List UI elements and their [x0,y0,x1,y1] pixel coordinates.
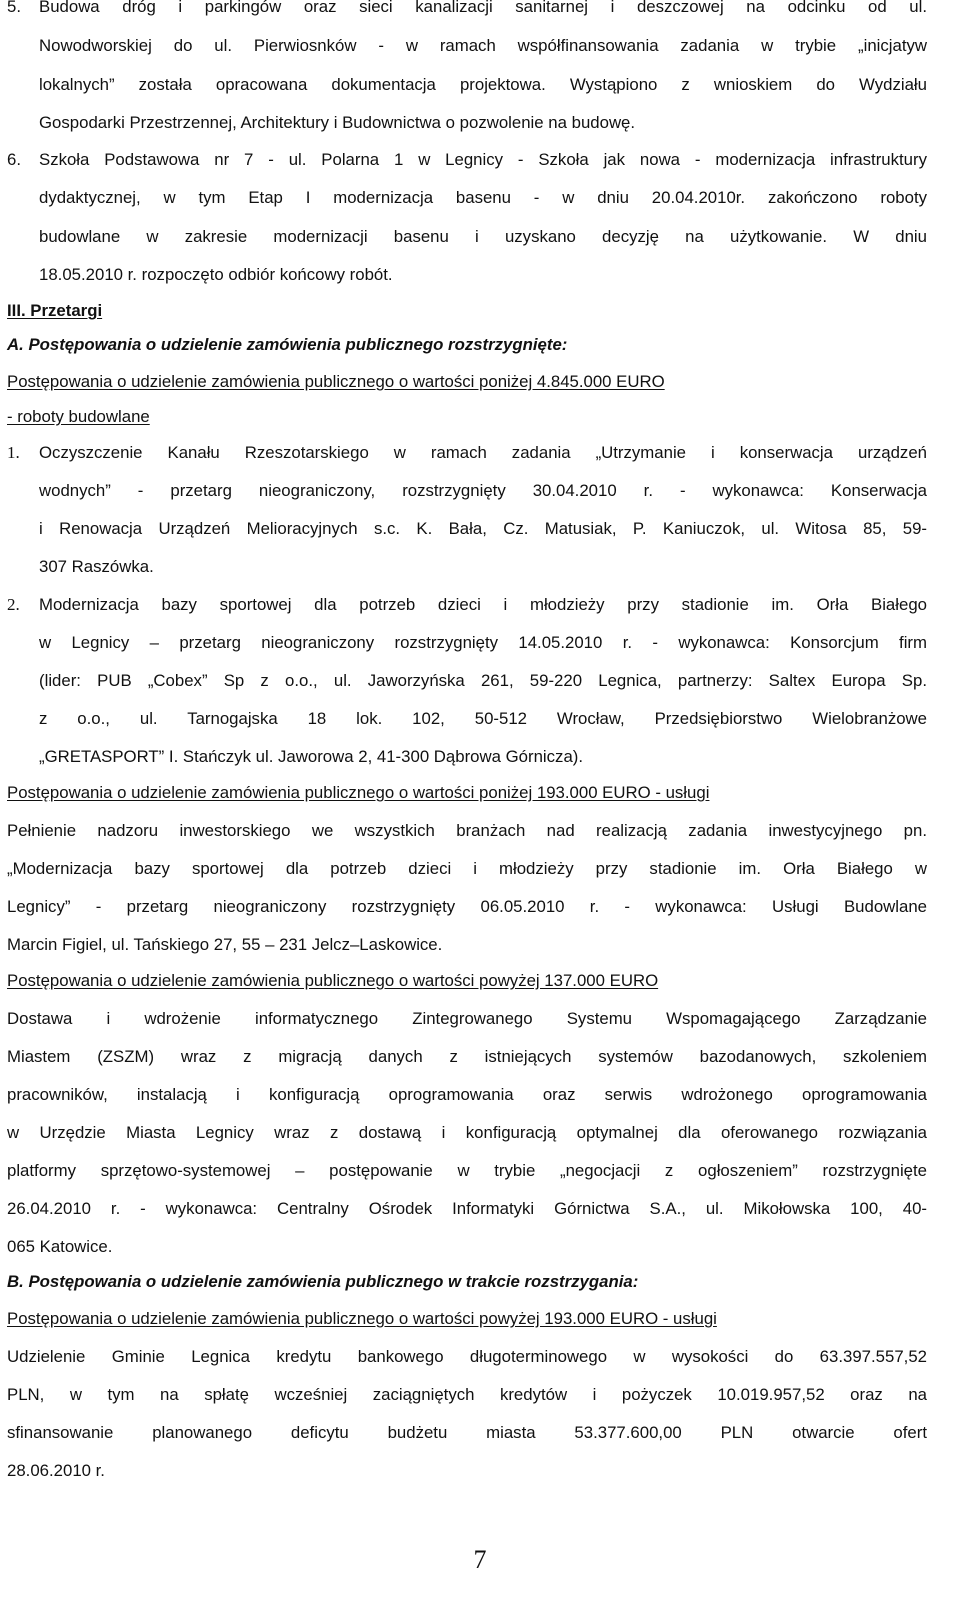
paragraph-line: Dostawa i wdrożenie informatycznego Zintegrowanego Systemu Wspomagającego Zarządzanie [7,1009,927,1028]
entry-1-line: wodnych” - przetarg nieograniczony, rozstrzygnięty 30.04.2010 r. - wykonawca: Konserwacja [39,481,927,500]
subsection-heading: Postępowania o udzielenie zamówienia publicznego o wartości powyżej 193.000 EURO - usługi [7,1309,717,1328]
entry-2-line: Modernizacja bazy sportowej dla potrzeb dzieci i młodzieży przy stadionie im. Orła Białego [39,595,927,614]
paragraph-line: Pełnienie nadzoru inwestorskiego we wszystkich branżach nad realizacją zadania inwestycyjnego pn. [7,821,927,840]
entry-1-line: 307 Raszówka. [39,557,154,576]
paragraph-line: „Modernizacja bazy sportowej dla potrzeb dzieci i młodzieży przy stadionie im. Orła Białego w [7,859,927,878]
item-5-line: lokalnych” została opracowana dokumentacja projektowa. Wystąpiono z wnioskiem do Wydziału [39,75,927,94]
subsection-heading: Postępowania o udzielenie zamówienia publicznego o wartości poniżej 4.845.000 EURO [7,372,665,391]
entry-1-line: Oczyszczenie Kanału Rzeszotarskiego w ramach zadania „Utrzymanie i konserwacja urządzeń [39,443,927,462]
entry-2-line: (lider: PUB „Cobex” Sp z o.o., ul. Jaworzyńska 261, 59-220 Legnica, partnerzy: Saltex Europa Sp. [39,671,927,690]
entry-number: 2. [7,595,20,614]
paragraph-line: Legnicy” - przetarg nieograniczony rozstrzygnięty 06.05.2010 r. - wykonawca: Usługi Budowlane [7,897,927,916]
subsection-heading-cont: - roboty budowlane [7,407,150,426]
item-6-line: dydaktycznej, w tym Etap I modernizacja basenu - w dniu 20.04.2010r. zakończono roboty [39,188,927,207]
section-a-heading: A. Postępowania o udzielenie zamówienia publicznego rozstrzygnięte: [7,335,568,354]
paragraph-line: platformy sprzętowo-systemowej – postępowanie w trybie „negocjacji z ogłoszeniem” rozstrzygnięte [7,1161,927,1180]
entry-2-line: „GRETASPORT” I. Stańczyk ul. Jaworowa 2, 41-300 Dąbrowa Górnicza). [39,747,584,766]
item-6-line: budowlane w zakresie modernizacji basenu i uzyskano decyzję na użytkowanie. W dniu [39,227,927,246]
paragraph-line: Miastem (ZSZM) wraz z migracją danych z istniejących systemów bazodanowych, szkoleniem [7,1047,927,1066]
paragraph-line: w Urzędzie Miasta Legnicy wraz z dostawą i konfiguracją optymalnej dla oferowanego rozwiązania [7,1123,927,1142]
paragraph-line: sfinansowanie planowanego deficytu budżetu miasta 53.377.600,00 PLN otwarcie ofert [7,1423,927,1442]
item-6-line: Szkoła Podstawowa nr 7 - ul. Polarna 1 w Legnicy - Szkoła jak nowa - modernizacja infrastruktury [39,150,927,169]
item-5-line: Gospodarki Przestrzennej, Architektury i Budownictwa o pozwolenie na budowę. [39,113,636,132]
entry-2-line: w Legnicy – przetarg nieograniczony rozstrzygnięty 14.05.2010 r. - wykonawca: Konsorcjum firm [39,633,927,652]
item-number: 5. [7,0,21,16]
paragraph-line: 28.06.2010 r. [7,1461,105,1480]
paragraph-line: Udzielenie Gminie Legnica kredytu bankowego długoterminowego w wysokości do 63.397.557,52 [7,1347,927,1366]
entry-2-line: z o.o., ul. Tarnogajska 18 lok. 102, 50-512 Wrocław, Przedsiębiorstwo Wielobranżowe [39,709,927,728]
entry-number: 1. [7,443,20,462]
paragraph-line: pracowników, instalacją i konfiguracją oprogramowania oraz serwis wdrożonego oprogramowania [7,1085,927,1104]
paragraph-line: 065 Katowice. [7,1237,113,1256]
item-5-line: Budowa dróg i parkingów oraz sieci kanalizacji sanitarnej i deszczowej na odcinku od ul. [39,0,927,16]
paragraph-line: 26.04.2010 r. - wykonawca: Centralny Ośrodek Informatyki Górnictwa S.A., ul. Mikołowska 100, 40- [7,1199,927,1218]
paragraph-line: PLN, w tym na spłatę wcześniej zaciągniętych kredytów i pożyczek 10.019.957,52 oraz na [7,1385,927,1404]
page-number: 7 [473,1545,487,1574]
paragraph-line: Marcin Figiel, ul. Tańskiego 27, 55 – 231 Jelcz–Laskowice. [7,935,443,954]
entry-1-line: i Renowacja Urządzeń Melioracyjnych s.c. K. Bała, Cz. Matusiak, P. Kaniuczok, ul. Witosa 85, 59- [39,519,927,538]
section-heading: III. Przetargi [7,301,103,320]
item-number: 6. [7,150,21,169]
subsection-heading: Postępowania o udzielenie zamówienia publicznego o wartości powyżej 137.000 EURO [7,971,659,990]
section-b-heading: B. Postępowania o udzielenie zamówienia publicznego w trakcie rozstrzygania: [7,1272,639,1291]
subsection-heading: Postępowania o udzielenie zamówienia publicznego o wartości poniżej 193.000 EURO - usługi [7,783,710,802]
item-6-line: 18.05.2010 r. rozpoczęto odbiór końcowy robót. [39,265,393,284]
item-5-line: Nowodworskiej do ul. Pierwiosnków - w ramach współfinansowania zadania w trybie „inicjatyw [39,36,927,55]
